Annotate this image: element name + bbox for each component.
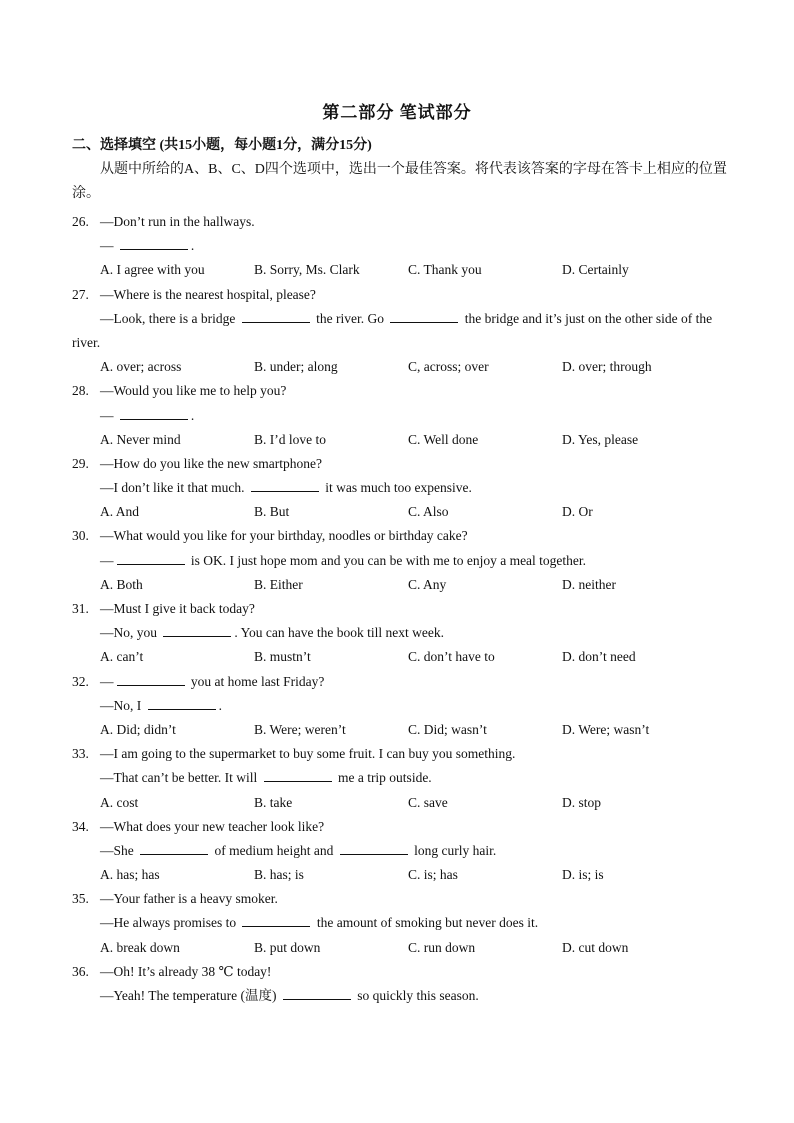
question-prompt bbox=[72, 670, 732, 694]
answer-blank bbox=[117, 671, 185, 686]
question-28 bbox=[72, 379, 732, 452]
question-text: —Must I give it back today? bbox=[100, 601, 255, 616]
question-text: you at home last Friday? bbox=[187, 673, 325, 689]
option-c: C. Thank you bbox=[408, 262, 482, 278]
option-c: C. Also bbox=[408, 504, 449, 520]
question-number: 33. bbox=[72, 746, 89, 762]
option-b: B. mustn’t bbox=[254, 649, 311, 665]
answer-blank bbox=[117, 550, 185, 565]
answer-blank bbox=[251, 477, 319, 492]
question-number: 30. bbox=[72, 528, 89, 544]
question-27 bbox=[72, 283, 732, 380]
option-d: D. Certainly bbox=[562, 262, 629, 278]
question-prompt bbox=[72, 379, 732, 403]
option-c: C. don’t have to bbox=[408, 649, 495, 665]
answer-blank bbox=[242, 308, 310, 323]
question-text: — bbox=[100, 407, 117, 423]
question-number: 27. bbox=[72, 286, 89, 302]
question-text: the river. Go bbox=[312, 310, 388, 326]
question-34 bbox=[72, 815, 732, 888]
option-b: B. But bbox=[254, 504, 290, 520]
option-d: D. Yes, please bbox=[562, 431, 639, 447]
question-number: 35. bbox=[72, 891, 89, 907]
question-text: —What does your new teacher look like? bbox=[100, 818, 325, 834]
option-c: C. run down bbox=[408, 939, 476, 955]
answer-blank bbox=[283, 985, 351, 1000]
question-text: —Yeah! The temperature (温度) bbox=[100, 988, 280, 1003]
option-d: D. is; is bbox=[562, 867, 604, 883]
answer-blank bbox=[120, 235, 188, 250]
option-a: A. Never mind bbox=[100, 431, 181, 447]
question-response bbox=[72, 839, 732, 863]
question-prompt bbox=[72, 452, 732, 476]
question-32 bbox=[72, 670, 732, 743]
question-text: . bbox=[190, 238, 195, 254]
option-b: B. under; along bbox=[254, 359, 338, 375]
question-text: of medium height and bbox=[211, 842, 337, 858]
option-b: B. I’d love to bbox=[254, 431, 326, 447]
answer-options bbox=[72, 573, 732, 597]
option-d: D. Were; wasn’t bbox=[562, 721, 650, 737]
answer-options bbox=[72, 936, 732, 960]
question-number: 32. bbox=[72, 673, 89, 689]
question-text: so quickly this season. bbox=[353, 988, 479, 1003]
question-text: —Would you like me to help you? bbox=[100, 383, 287, 399]
question-35 bbox=[72, 887, 732, 960]
answer-blank bbox=[340, 840, 408, 855]
question-prompt bbox=[72, 283, 732, 307]
question-text: —I am going to the supermarket to buy some fruit. I can buy you something. bbox=[100, 746, 516, 762]
answer-blank bbox=[163, 622, 231, 637]
answer-blank bbox=[242, 912, 310, 927]
option-a: A. And bbox=[100, 504, 140, 520]
answer-options bbox=[72, 500, 732, 524]
question-text: . bbox=[218, 697, 222, 713]
option-a: A. Did; didn’t bbox=[100, 721, 176, 737]
question-text: — bbox=[100, 673, 114, 689]
question-text: —He always promises to bbox=[100, 915, 240, 931]
question-number: 28. bbox=[72, 383, 89, 399]
answer-options bbox=[72, 645, 732, 669]
question-text: —I don’t like it that much. bbox=[100, 480, 248, 496]
option-b: B. has; is bbox=[254, 867, 304, 883]
answer-options bbox=[72, 258, 732, 282]
option-b: B. Either bbox=[254, 576, 303, 592]
question-text: . bbox=[190, 407, 195, 423]
question-text: . You can have the book till next week. bbox=[234, 625, 444, 641]
option-d: D. stop bbox=[562, 794, 602, 810]
answer-blank bbox=[264, 767, 332, 782]
answer-blank bbox=[120, 405, 188, 420]
answer-blank bbox=[390, 308, 458, 323]
option-b: B. put down bbox=[254, 939, 321, 955]
page-title: 第二部分 笔试部分 bbox=[322, 103, 472, 122]
question-prompt bbox=[72, 960, 732, 984]
answer-options bbox=[72, 355, 732, 379]
question-text: the bridge and it’s just on the other side of the bbox=[461, 310, 713, 326]
question-text: is OK. I just hope mom and you can be with me to enjoy a meal together. bbox=[187, 552, 587, 568]
question-prompt bbox=[72, 742, 732, 766]
option-c: C. Any bbox=[408, 576, 447, 592]
question-30 bbox=[72, 524, 732, 597]
question-text: —How do you like the new smartphone? bbox=[100, 455, 322, 471]
question-continuation: river. bbox=[72, 334, 101, 350]
question-text: —She bbox=[100, 842, 138, 858]
question-prompt bbox=[72, 210, 732, 234]
question-text: me a trip outside. bbox=[334, 770, 432, 786]
question-29 bbox=[72, 452, 732, 525]
answer-blank bbox=[140, 840, 208, 855]
option-d: D. Or bbox=[562, 504, 593, 520]
question-text: —Don’t run in the hallways. bbox=[100, 214, 255, 229]
question-response bbox=[72, 476, 732, 500]
option-b: B. Were; weren’t bbox=[254, 721, 346, 737]
question-text: —Look, there is a bridge bbox=[100, 310, 239, 326]
question-26 bbox=[72, 210, 732, 283]
question-response bbox=[72, 911, 732, 935]
question-text: —That can’t be better. It will bbox=[100, 770, 261, 786]
question-number: 34. bbox=[72, 818, 89, 834]
question-36 bbox=[72, 960, 732, 1008]
question-prompt bbox=[72, 815, 732, 839]
question-response bbox=[72, 549, 732, 573]
option-a: A. over; across bbox=[100, 359, 182, 375]
question-number: 31. bbox=[72, 601, 89, 616]
question-text: —Your father is a heavy smoker. bbox=[100, 891, 278, 907]
option-b: B. Sorry, Ms. Clark bbox=[254, 262, 360, 278]
option-a: A. cost bbox=[100, 794, 139, 810]
answer-blank bbox=[148, 695, 216, 710]
answer-options bbox=[72, 428, 732, 452]
question-text: —No, you bbox=[100, 625, 161, 641]
option-a: A. Both bbox=[100, 576, 143, 592]
question-response bbox=[72, 984, 732, 1008]
question-response bbox=[72, 694, 732, 718]
question-prompt bbox=[72, 524, 732, 548]
question-response bbox=[72, 621, 732, 645]
question-number: 26. bbox=[72, 214, 89, 229]
question-prompt bbox=[72, 887, 732, 911]
question-list bbox=[72, 210, 732, 1008]
option-c: C. Did; wasn’t bbox=[408, 721, 487, 737]
question-text: —No, I bbox=[100, 697, 145, 713]
question-31 bbox=[72, 597, 732, 670]
option-a: A. has; has bbox=[100, 867, 160, 883]
option-c: C. Well done bbox=[408, 431, 479, 447]
question-response bbox=[72, 766, 732, 790]
question-text: — bbox=[100, 552, 114, 568]
option-c: C. is; has bbox=[408, 867, 458, 883]
option-c: C. save bbox=[408, 794, 448, 810]
question-prompt bbox=[72, 597, 732, 621]
option-a: A. break down bbox=[100, 939, 180, 955]
question-text: the amount of smoking but never does it. bbox=[313, 915, 539, 931]
option-a: A. I agree with you bbox=[100, 262, 205, 278]
question-text: —What would you like for your birthday, noodles or birthday cake? bbox=[100, 528, 468, 544]
question-text: it was much too expensive. bbox=[321, 480, 472, 496]
question-number: 29. bbox=[72, 455, 89, 471]
option-d: D. don’t need bbox=[562, 649, 636, 665]
question-number: 36. bbox=[72, 963, 89, 979]
option-d: D. over; through bbox=[562, 359, 652, 375]
option-a: A. can’t bbox=[100, 649, 144, 665]
question-response bbox=[72, 404, 732, 428]
answer-options bbox=[72, 863, 732, 887]
question-text: long curly hair. bbox=[410, 842, 497, 858]
question-response bbox=[72, 234, 732, 258]
option-d: D. neither bbox=[562, 576, 616, 592]
option-b: B. take bbox=[254, 794, 293, 810]
question-response bbox=[72, 307, 732, 331]
option-d: D. cut down bbox=[562, 939, 629, 955]
section-heading: 二、选择填空 (共15小题，每小题1分，满分15分) bbox=[72, 138, 372, 153]
question-text: —Oh! It’s already 38 ℃ today! bbox=[100, 963, 272, 979]
question-text: — bbox=[100, 238, 117, 254]
option-c: C, across; over bbox=[408, 359, 489, 375]
answer-options bbox=[72, 791, 732, 815]
instructions: 从题中所给的A、B、C、D四个选项中，选出一个最佳答案。将代表该答案的字母在答卡上相应的位置涂。 bbox=[72, 162, 727, 201]
question-33 bbox=[72, 742, 732, 815]
question-text: —Where is the nearest hospital, please? bbox=[100, 286, 316, 302]
answer-options bbox=[72, 718, 732, 742]
